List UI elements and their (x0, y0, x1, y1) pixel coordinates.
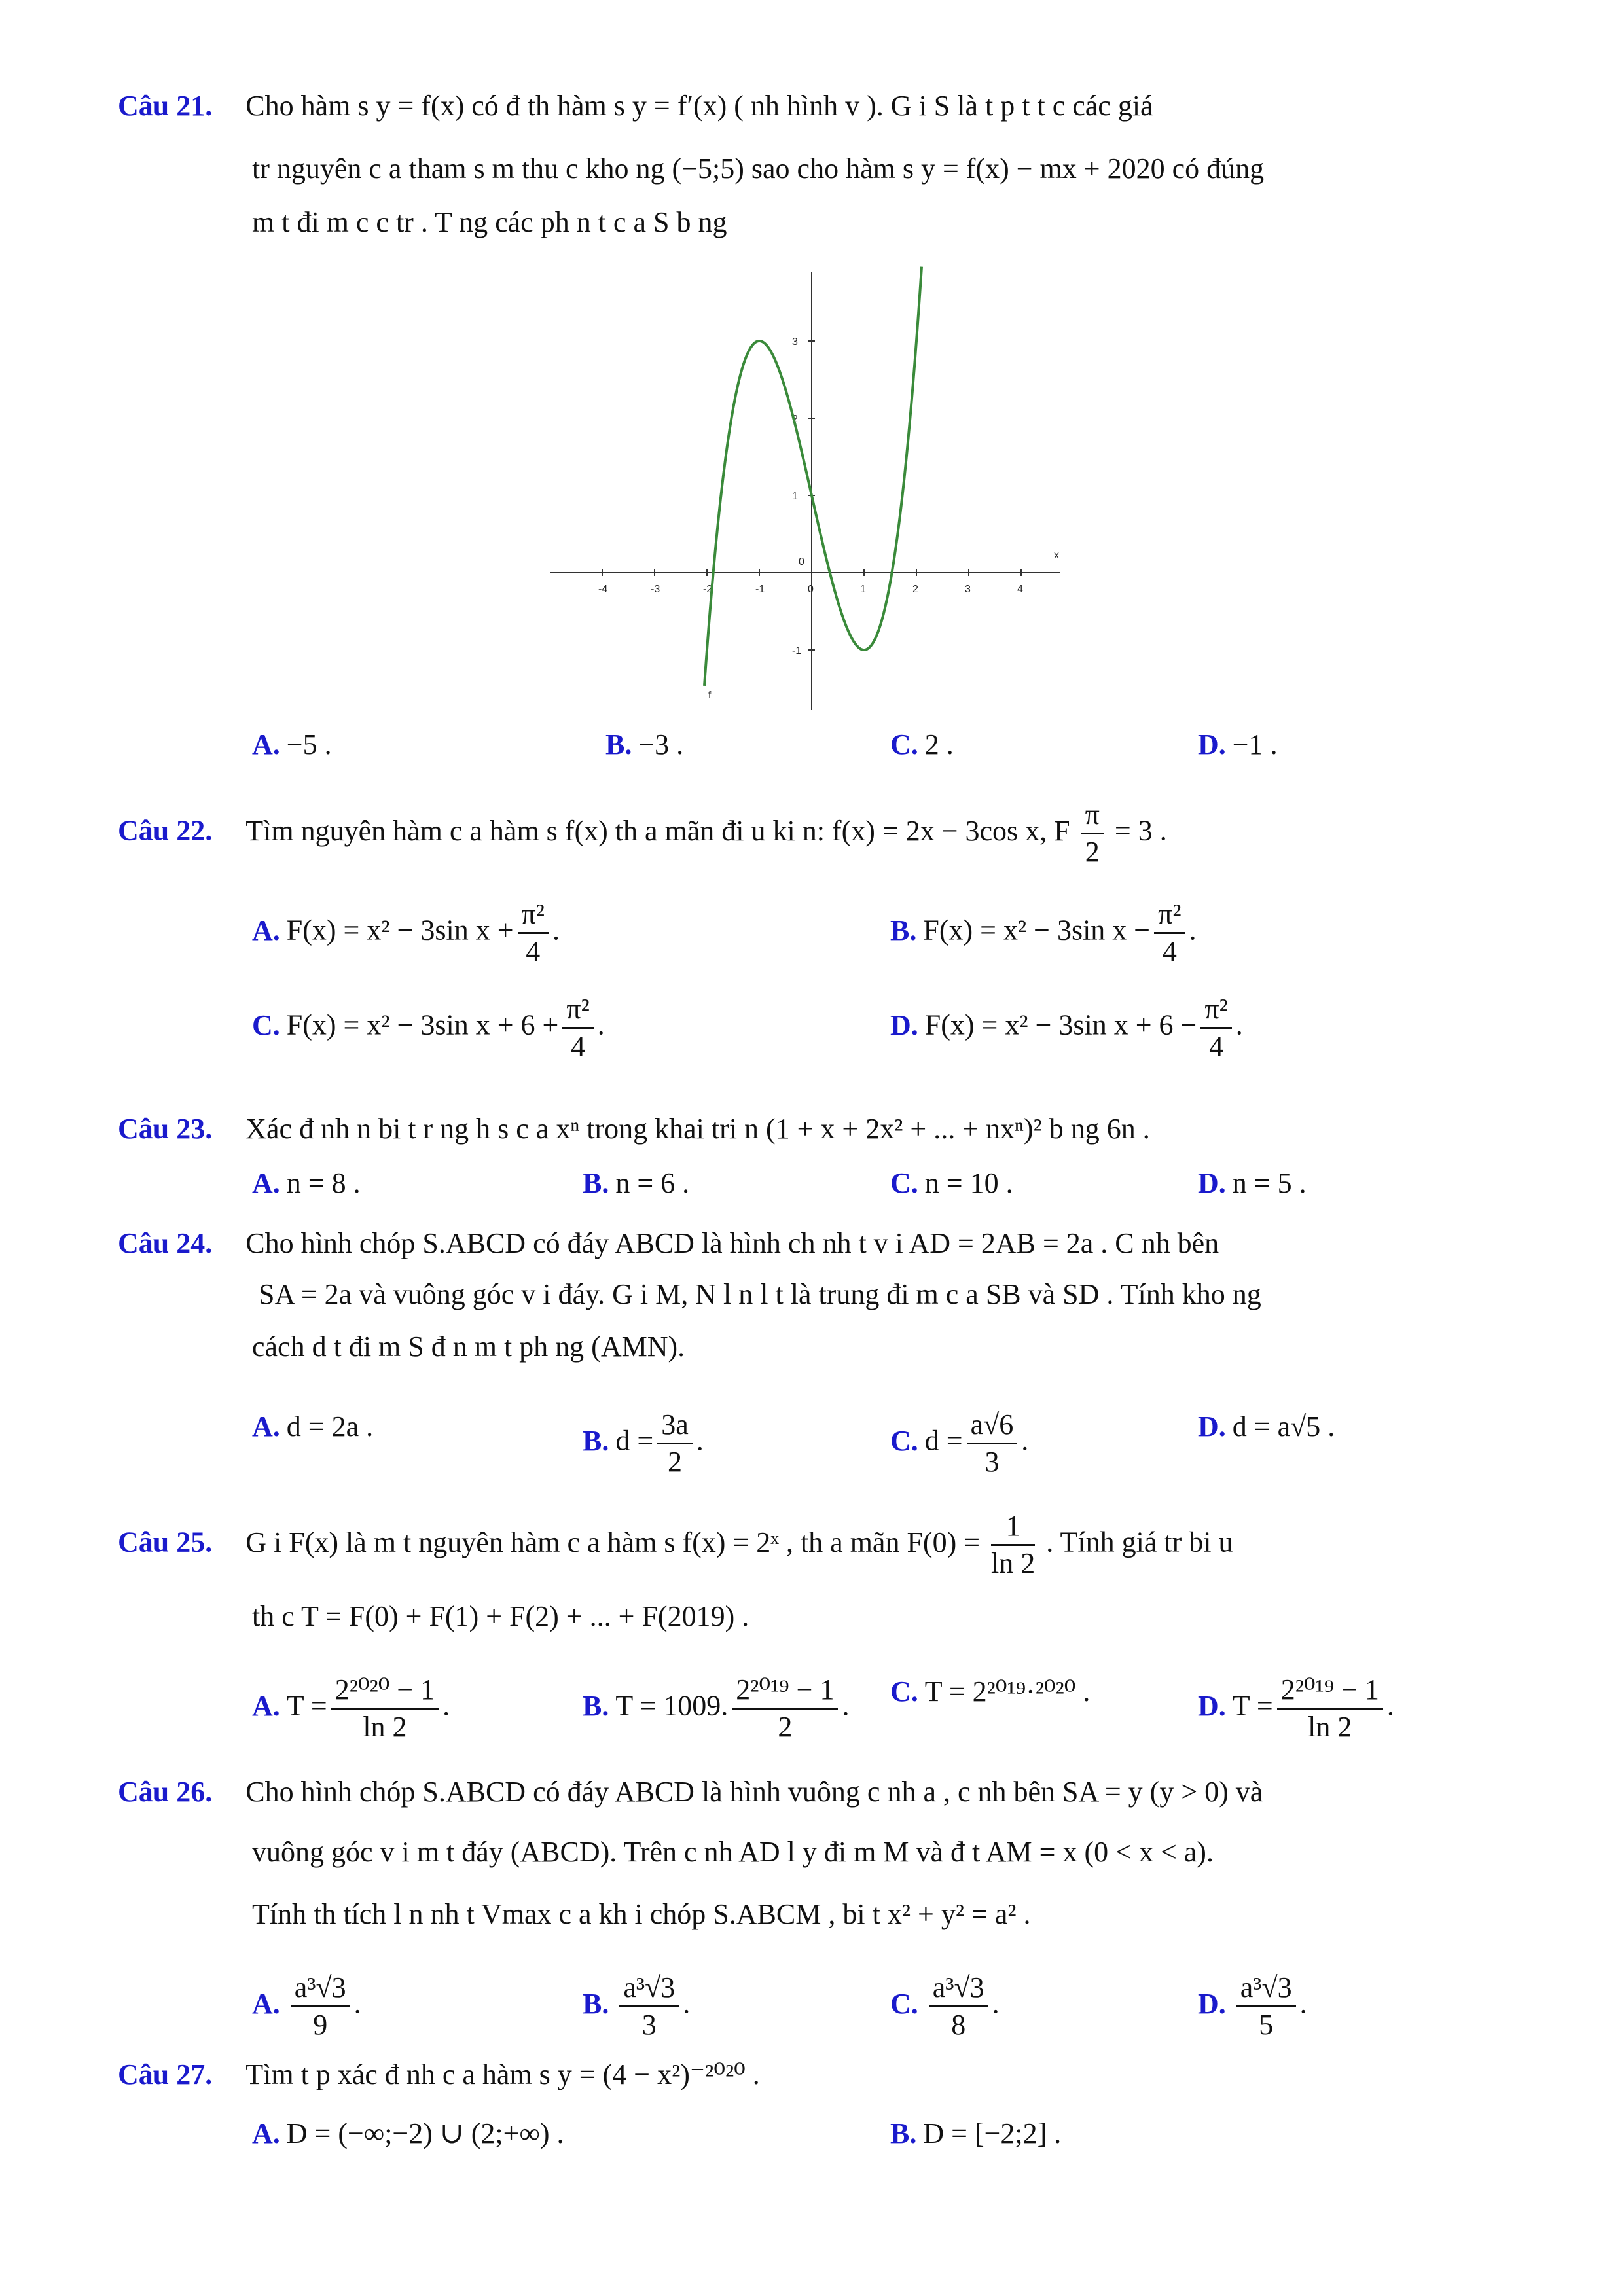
option-fraction (1236, 1970, 1296, 2043)
q25-option-c (890, 1672, 1090, 1712)
option-letter: B. (890, 914, 917, 946)
q21-text-3: m t đi m c c tr . T ng các ph n t c a S b ng (252, 206, 727, 238)
q21-label: Câu 21. (118, 90, 213, 122)
option-letter: C. (890, 728, 918, 761)
option-value: T = 2²⁰¹⁹·²⁰²⁰ . (924, 1676, 1091, 1708)
q21-option-d (1198, 725, 1278, 764)
option-value: 2 . (924, 728, 954, 761)
q27-label: Câu 27. (118, 2058, 213, 2090)
option-letter: B. (890, 2117, 917, 2149)
q26-text-1: Cho hình chóp S.ABCD có đáy ABCD là hình vuông c nh a , c nh bên SA = y (y > 0) và (245, 1776, 1263, 1808)
option-fraction (1200, 992, 1231, 1064)
denominator: ln 2 (991, 1547, 1036, 1579)
q25-fraction (991, 1509, 1035, 1581)
option-fraction (732, 1672, 838, 1745)
q24-option-a (252, 1407, 373, 1446)
denominator: 4 (1209, 1030, 1224, 1062)
option-letter: B. (605, 728, 632, 761)
numerator: π² (1200, 992, 1231, 1029)
q22-text-a: Tìm nguyên hàm c a hàm s f(x) th a mãn đi u ki n: f(x) = 2x − 3cos x, F (245, 814, 1070, 847)
numerator: a³√3 (291, 1970, 350, 2007)
option-value: n = 5 . (1232, 1167, 1307, 1199)
q22-text-b: = 3 . (1114, 814, 1167, 847)
option-value: d = (615, 1424, 654, 1457)
numerator: a√6 (967, 1407, 1018, 1444)
option-value: d = 2a . (286, 1410, 374, 1443)
q24-option-b (583, 1407, 704, 1480)
q21-text-1: Cho hàm s y = f(x) có đ th hàm s y = f′(x) ( nh hình v ). G i S là t p t t c các giá (245, 90, 1153, 122)
option-value: n = 6 . (615, 1167, 690, 1199)
q25-text-1a: G i F(x) là m t nguyên hàm c a hàm s f(x) = 2ˣ , th a mãn F(0) = (245, 1526, 981, 1558)
denominator: 5 (1259, 2009, 1274, 2041)
q21-option-c (890, 725, 954, 764)
denominator: 4 (526, 935, 541, 967)
derivative-curve (704, 267, 922, 686)
option-letter: C. (252, 1009, 280, 1041)
q26-option-c: C. $\frac{\text{a³√3}}{8}$ . (890, 1970, 1000, 2043)
option-letter: D. (1198, 728, 1226, 761)
q26-option-b: B. $\frac{\text{a³√3}}{3}$ . (583, 1970, 690, 2043)
option-value: n = 8 . (286, 1167, 361, 1199)
q27-option-a (252, 2114, 564, 2153)
option-letter: C. (890, 1167, 918, 1199)
q22-option-b (890, 897, 1197, 969)
y-tick-label: -1 (792, 645, 802, 656)
numerator: 2²⁰¹⁹ − 1 (1277, 1672, 1383, 1710)
q23-option-d (1198, 1164, 1307, 1203)
numerator: 2²⁰²⁰ − 1 (331, 1672, 439, 1710)
option-suffix: . (442, 1689, 450, 1722)
option-letter: C. (890, 1987, 918, 2020)
option-fraction (291, 1970, 350, 2043)
option-fraction (619, 1970, 679, 2043)
option-value: T = (286, 1689, 327, 1722)
y-tick-label: 1 (792, 491, 798, 502)
option-fraction (967, 1407, 1018, 1480)
option-value: −5 . (286, 728, 332, 761)
numerator: π² (1154, 897, 1185, 934)
x-tick-label: 0 (808, 584, 814, 595)
q25-text-2: th c T = F(0) + F(1) + F(2) + ... + F(2019) . (252, 1600, 749, 1632)
q22-line1 (118, 797, 1167, 870)
option-suffix: . (1189, 914, 1197, 946)
q22-option-d (890, 992, 1243, 1064)
q26-option-a: A. $\frac{\text{a³√3}}{9}$ . (252, 1970, 361, 2043)
option-value: D = (−∞;−2) ∪ (2;+∞) . (286, 2117, 564, 2149)
option-suffix: . (696, 1424, 704, 1457)
q21-text-2: tr nguyên c a tham s m thu c kho ng (−5;5) sao cho hàm s y = f(x) − mx + 2020 có đúng (252, 152, 1265, 185)
x-tick-label: -1 (755, 584, 765, 595)
q24-line1 (118, 1224, 1219, 1263)
q27-option-b (890, 2114, 1061, 2153)
numerator: π² (562, 992, 593, 1029)
numerator: a³√3 (1236, 1970, 1296, 2007)
option-letter: A. (252, 1689, 280, 1722)
q23-option-c (890, 1164, 1013, 1203)
q25-option-d (1198, 1672, 1394, 1745)
option-value: T = 1009. (615, 1689, 729, 1722)
q26-text-3: Tính th tích l n nh t Vmax c a kh i chóp S.ABCM , bi t x² + y² = a² . (252, 1898, 1031, 1930)
q25-line1 (118, 1509, 1233, 1581)
q23-text: Xác đ nh n bi t r ng h s c a xⁿ trong khai tri n (1 + x + 2x² + ... + nxⁿ)² b ng 6n . (245, 1113, 1150, 1145)
option-fraction (657, 1407, 693, 1480)
q22-option-a (252, 897, 560, 969)
denominator: 3 (641, 2009, 657, 2041)
option-letter: A. (252, 728, 280, 761)
option-value: n = 10 . (924, 1167, 1013, 1199)
x-tick-label: 2 (912, 584, 918, 595)
option-letter: B. (583, 1424, 609, 1457)
option-letter: D. (1198, 1167, 1226, 1199)
option-value: F(x) = x² − 3sin x + 6 − (924, 1009, 1197, 1041)
option-suffix: . (1235, 1009, 1243, 1041)
y-tick-label: 0 (799, 556, 804, 567)
numerator: 3a (657, 1407, 693, 1444)
option-value: D = [−2;2] . (923, 2117, 1062, 2149)
x-tick-label: 3 (965, 584, 971, 595)
option-fraction (562, 992, 593, 1064)
option-suffix: . (842, 1689, 850, 1722)
x-axis-label: x (1054, 550, 1059, 561)
numerator: a³√3 (619, 1970, 679, 2007)
option-letter: A. (252, 914, 280, 946)
option-value: F(x) = x² − 3sin x + 6 + (286, 1009, 559, 1041)
option-suffix: . (1021, 1424, 1029, 1457)
option-value: d = (924, 1424, 963, 1457)
option-letter: A. (252, 2117, 280, 2149)
q27-line1 (118, 2055, 760, 2094)
q23-line1 (118, 1109, 1150, 1149)
q26-text-2: vuông góc v i m t đáy (ABCD). Trên c nh AD l y đi m M và đ t AM = x (0 < x < a). (252, 1836, 1214, 1868)
q23-option-a (252, 1164, 361, 1203)
denominator: 4 (571, 1030, 586, 1062)
q25-option-b (583, 1672, 849, 1745)
q24-text-2: SA = 2a và vuông góc v i đáy. G i M, N l n l t là trung đi m c a SB và SD . Tính kho ng (259, 1278, 1261, 1310)
x-tick-label: 1 (860, 584, 866, 595)
q23-option-b (583, 1164, 689, 1203)
y-tick-label: 3 (792, 336, 798, 348)
q22-label: Câu 22. (118, 814, 213, 847)
denominator: 2 (1085, 836, 1100, 868)
option-letter: B. (583, 1689, 609, 1722)
q26-option-d: D. $\frac{\text{a³√3}}{5}$ . (1198, 1970, 1307, 2043)
x-tick-label: -3 (651, 584, 660, 595)
option-value: F(x) = x² − 3sin x + (286, 914, 514, 946)
option-letter: A. (252, 1987, 280, 2020)
option-letter: D. (1198, 1410, 1226, 1443)
option-suffix: . (552, 914, 560, 946)
denominator: 9 (313, 2009, 328, 2041)
q27-text: Tìm t p xác đ nh c a hàm s y = (4 − x²)⁻²⁰²⁰ . (245, 2058, 760, 2090)
option-letter: C. (890, 1424, 918, 1457)
option-value: −1 . (1232, 728, 1278, 761)
denominator: 2 (778, 1711, 793, 1743)
numerator: π (1081, 797, 1104, 834)
option-letter: B. (583, 1167, 609, 1199)
q25-text-1b: . Tính giá tr bi u (1046, 1526, 1233, 1558)
q25-label: Câu 25. (118, 1526, 213, 1558)
denominator: ln 2 (363, 1711, 407, 1743)
y-tick-label: 2 (792, 414, 798, 425)
option-letter: D. (890, 1009, 918, 1041)
option-suffix: . (1386, 1689, 1394, 1722)
denominator: 2 (667, 1446, 682, 1478)
x-tick-label: 4 (1017, 584, 1023, 595)
q22-option-c (252, 992, 605, 1064)
q24-option-c (890, 1407, 1028, 1480)
option-value: −3 . (638, 728, 684, 761)
numerator: a³√3 (929, 1970, 988, 2007)
option-letter: A. (252, 1410, 280, 1443)
numerator: 2²⁰¹⁹ − 1 (732, 1672, 838, 1710)
option-value: F(x) = x² − 3sin x − (923, 914, 1151, 946)
option-letter: B. (583, 1987, 609, 2020)
option-value: T = (1232, 1689, 1273, 1722)
q21-option-a (252, 725, 332, 764)
x-tick-label: -4 (598, 584, 608, 595)
denominator: ln 2 (1308, 1711, 1352, 1743)
option-fraction (1277, 1672, 1383, 1745)
option-letter: C. (890, 1676, 918, 1708)
derivative-graph (550, 259, 1087, 717)
option-letter: D. (1198, 1987, 1226, 2020)
option-value: d = a√5 . (1232, 1410, 1335, 1443)
q21-option-b (605, 725, 683, 764)
q24-text-3: cách d t đi m S đ n m t ph ng (AMN). (252, 1331, 685, 1363)
option-fraction (331, 1672, 439, 1745)
denominator: 4 (1162, 935, 1177, 967)
numerator: 1 (991, 1509, 1035, 1546)
denominator: 8 (951, 2009, 966, 2041)
curve-label: f (708, 690, 712, 701)
option-letter: A. (252, 1167, 280, 1199)
q26-line1 (118, 1772, 1263, 1812)
q25-option-a (252, 1672, 450, 1745)
q24-text-1: Cho hình chóp S.ABCD có đáy ABCD là hình ch nh t v i AD = 2AB = 2a . C nh bên (245, 1227, 1219, 1259)
numerator: π² (518, 897, 549, 934)
option-fraction (1154, 897, 1185, 969)
denominator: 3 (984, 1446, 1000, 1478)
q23-label: Câu 23. (118, 1113, 213, 1145)
option-letter: D. (1198, 1689, 1226, 1722)
option-fraction (518, 897, 549, 969)
q21-line1 (118, 86, 1153, 126)
x-tick-label: -2 (703, 584, 713, 595)
q24-label: Câu 24. (118, 1227, 213, 1259)
q24-option-d (1198, 1407, 1335, 1446)
q22-fraction (1081, 797, 1104, 870)
option-suffix: . (597, 1009, 605, 1041)
option-fraction (929, 1970, 988, 2043)
q26-label: Câu 26. (118, 1776, 213, 1808)
